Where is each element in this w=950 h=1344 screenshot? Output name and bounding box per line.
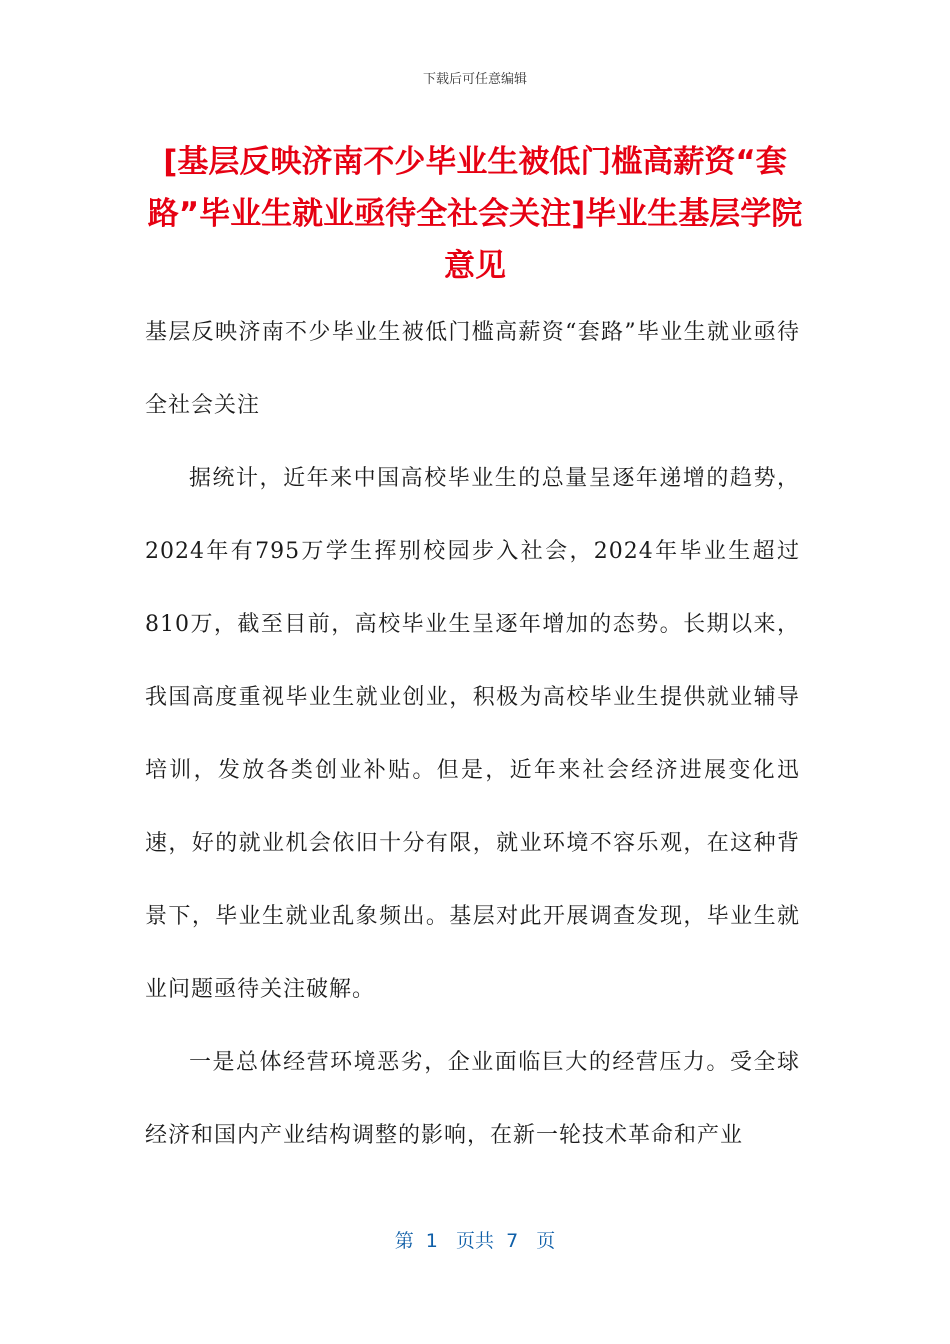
page-footer [0, 1226, 950, 1253]
document-title: [基层反映济南不少毕业生被低门槛高薪资“套路”毕业生就业亟待全社会关注]毕业生基层学院意见 [147, 144, 803, 284]
document-body [145, 296, 800, 1172]
page-number: 第 1 页共 7 页 [394, 1230, 556, 1252]
header-note: 下载后可任意编辑 [422, 72, 527, 87]
paragraph-subtitle: 基层反映济南不少毕业生被低门槛高薪资“套路”毕业生就业亟待全社会关注 [145, 320, 800, 418]
paragraph-statistics: 据统计，近年来中国高校毕业生的总量呈逐年递增的趋势，2024年有795万学生挥别校园步入社会，2024年毕业生超过810万，截至目前，高校毕业生呈逐年增加的态势。长期以来，我国高度重视毕业生就业创业，积极为高校毕业生提供就业辅导培训，发放各类创业补贴。但是，近年来社会经济进展变化迅速，好的就业机会依旧十分有限，就业环境不容乐观，在这种背景下，毕业生就业乱象频出。基层对此开展调查发现，毕业生就业问题亟待关注破解。 [145, 466, 800, 1002]
paragraph-point-one: 一是总体经营环境恶劣，企业面临巨大的经营压力。受全球经济和国内产业结构调整的影响，在新一轮技术革命和产业 [145, 1050, 800, 1148]
